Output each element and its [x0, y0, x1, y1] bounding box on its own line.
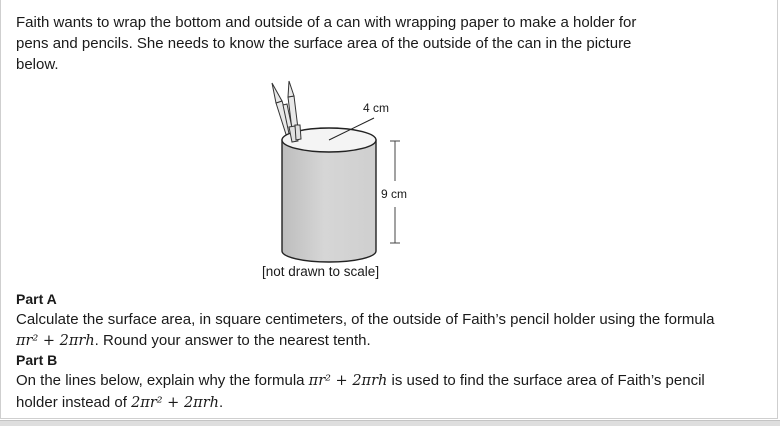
page-bottom-rule [0, 420, 780, 426]
radius-label: 4 cm [363, 101, 390, 115]
part-b-text [16, 370, 716, 414]
height-label: 9 cm [381, 187, 408, 201]
part-a-text-after: . Round your answer to the nearest tenth. [94, 332, 371, 349]
pencil-holder-drawing [256, 75, 436, 285]
part-a-title: Part A [16, 291, 57, 307]
part-b-formula-2: 2πr² + 2πrh [131, 395, 219, 411]
can-body [282, 140, 376, 262]
part-b-title: Part B [16, 352, 58, 368]
part-b-text-after: . [218, 394, 224, 411]
part-b-formula-1: πr² + 2πrh [308, 373, 388, 389]
part-a-text [16, 309, 716, 352]
pencil-holder-figure [256, 75, 436, 285]
part-a-text-before: Calculate the surface area, in square centimeters, of the outside of Faith’s pencil holder using the formula [16, 311, 715, 328]
scale-note: [not drawn to scale] [262, 264, 380, 279]
intro-paragraph: Faith wants to wrap the bottom and outside of a can with wrapping paper to make a holder for pens and pencils. She needs to know the surface area of the outside of the can in the picture below. [16, 14, 637, 73]
part-b-text-middle: is used to find the surface area of Faith’s pencil holder instead of [16, 372, 705, 411]
part-b-text-before: On the lines below, explain why the formula [16, 372, 309, 389]
part-a-formula: πr² + 2πrh [16, 333, 95, 349]
